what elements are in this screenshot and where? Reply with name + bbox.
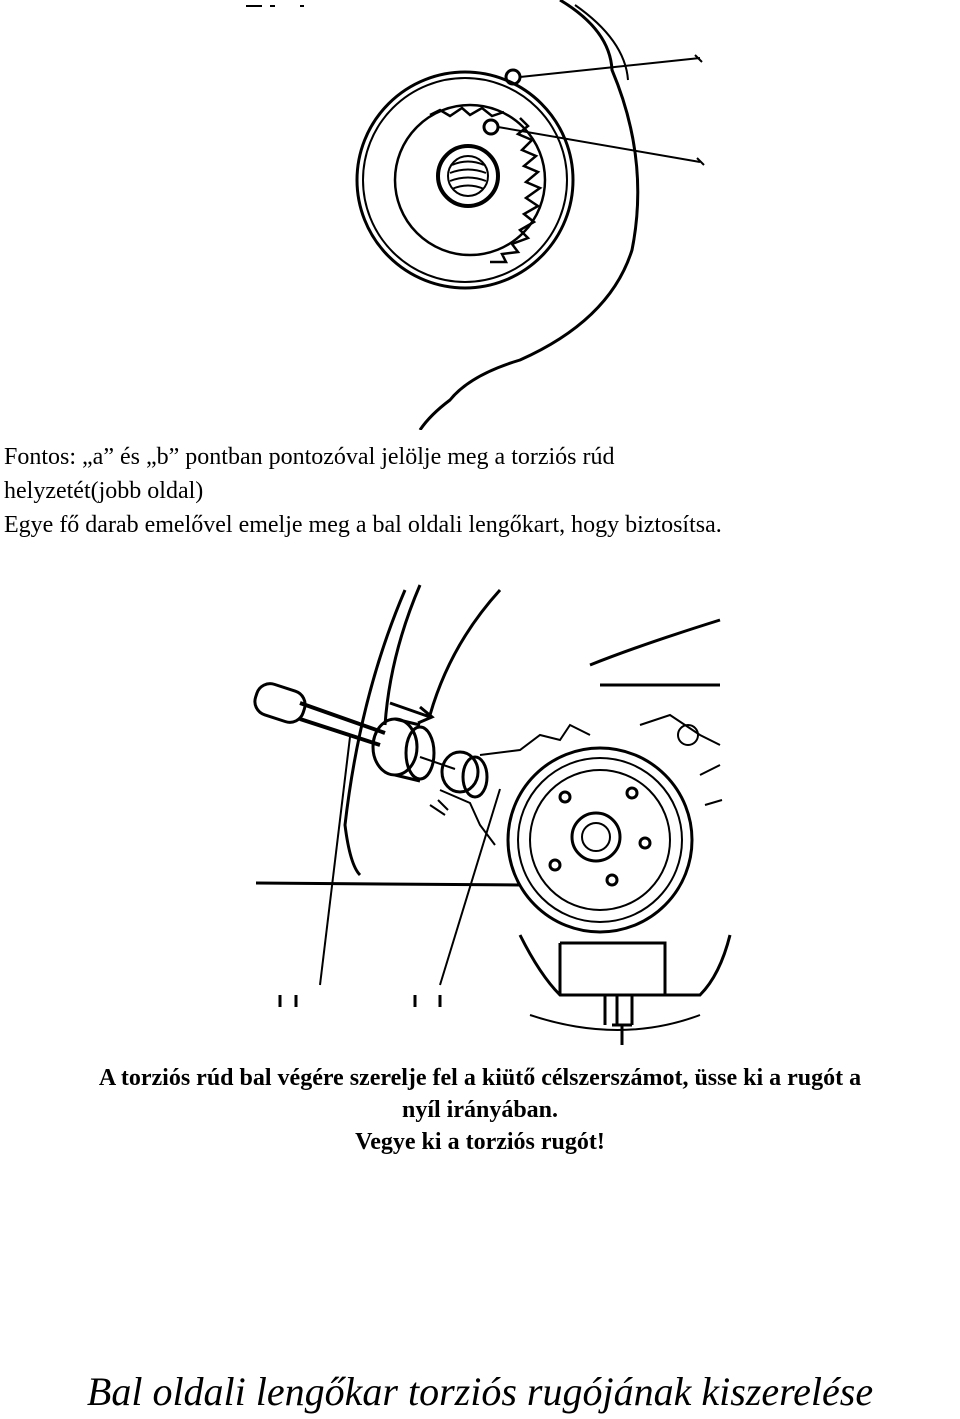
caption-line-2: nyíl irányában. xyxy=(401,1097,559,1123)
caption-line-1: A torziós rúd bal végére szerelje fel a kiütő célszerszámot, üsse ki a rugót a xyxy=(98,1065,862,1091)
note-line-2: helyzetét(jobb oldal) xyxy=(4,478,204,504)
page-title: Bal oldali lengőkar torziós rugójának kiszerelése xyxy=(86,1369,874,1414)
caption-block xyxy=(0,1062,960,1158)
torsion-bar-removal-tool-diagram xyxy=(0,575,960,1065)
torsion-bar-end-marking-diagram xyxy=(0,0,960,430)
note-line-1: Fontos: „a” és „b” pontban pontozóval jelölje meg a torziós rúd xyxy=(4,444,615,470)
note-line-3: Egye fő darab emelővel emelje meg a bal oldali lengőkart, hogy biztosítsa. xyxy=(4,512,722,538)
note-block xyxy=(4,440,722,542)
caption-line-3: Vegye ki a torziós rugót! xyxy=(355,1129,605,1155)
